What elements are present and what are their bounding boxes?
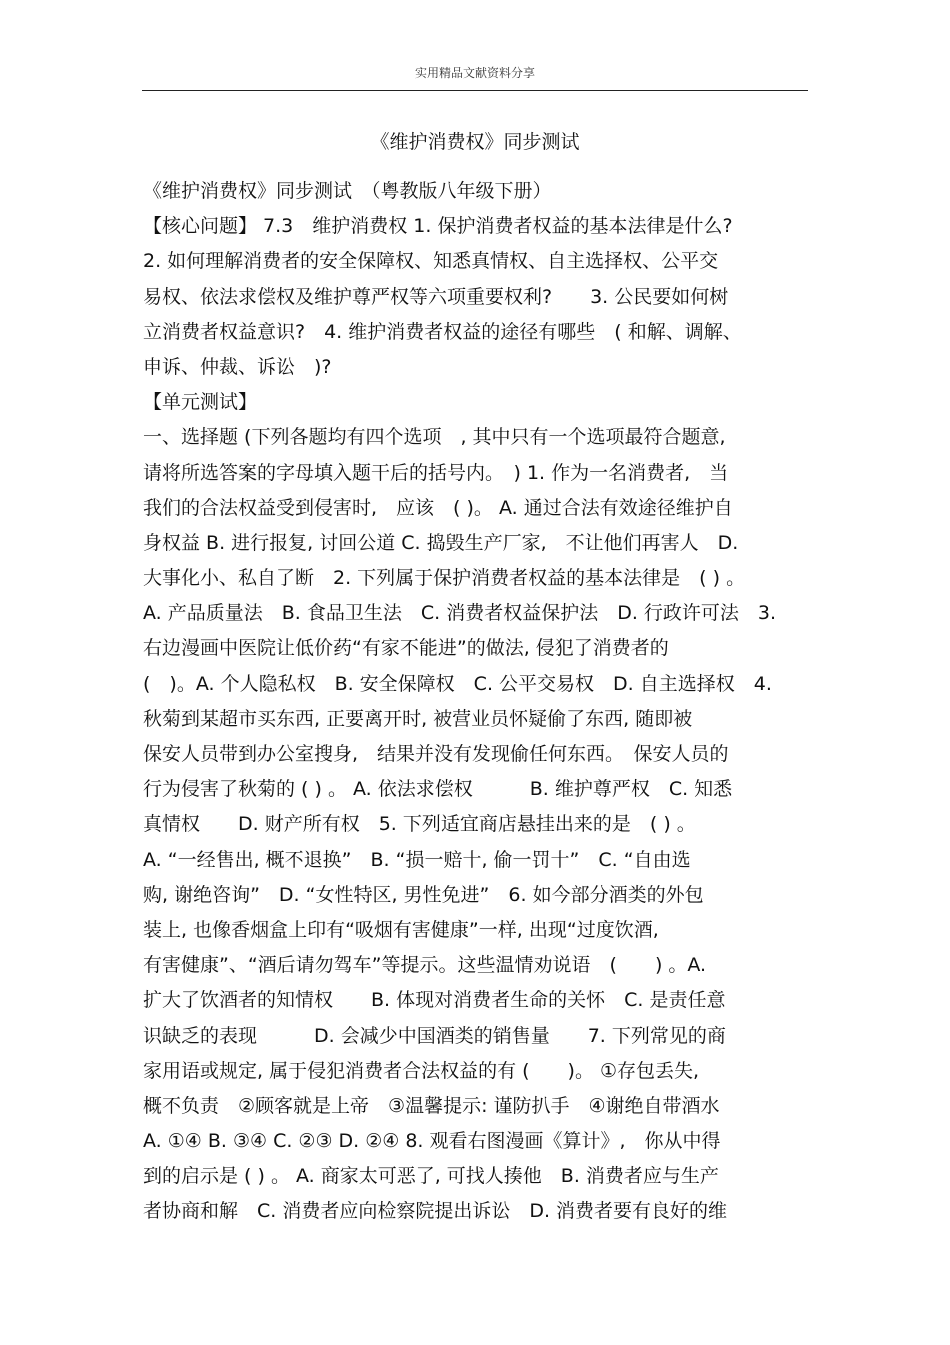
text-line: 2. 如何理解消费者的安全保障权、知悉真情权、自主选择权、公平交 — [143, 250, 719, 273]
text-line: 保安人员带到办公室搜身, 结果并没有发现偷任何东西。 保安人员的 — [143, 743, 729, 765]
text-line: 【单元测试】 — [143, 391, 258, 414]
text-line: ( )。A. 个人隐私权 B. 安全保障权 C. 公平交易权 D. 自主选择权 4. — [143, 672, 772, 695]
text-line: 真情权 D. 财产所有权 5. 下列适宜商店悬挂出来的是 ( ) 。 — [143, 813, 696, 836]
text-line: 到的启示是 ( ) 。 A. 商家太可恶了, 可找人揍他 B. 消费者应与生产 — [143, 1165, 719, 1188]
text-line: 秋菊到某超市买东西, 正要离开时, 被营业员怀疑偷了东西, 随即被 — [143, 707, 693, 730]
document-body — [143, 174, 813, 1230]
text-line: 大事化小、私自了断 2. 下列属于保护消费者权益的基本法律是 ( ) 。 — [143, 567, 746, 590]
text-line: 申诉、仲裁、诉讼 )? — [143, 355, 332, 378]
text-line: 请将所选答案的字母填入题干后的括号内。 ) 1. 作为一名消费者, 当 — [143, 461, 729, 484]
text-line: 一、选择题 (下列各题均有四个选项 , 其中只有一个选项最符合题意, — [143, 426, 726, 449]
page-header: 实用精品文献资料分享 — [414, 66, 535, 80]
text-line: A. 产品质量法 B. 食品卫生法 C. 消费者权益保护法 D. 行政许可法 3. — [143, 602, 777, 625]
text-line: 扩大了饮酒者的知情权 B. 体现对消费者生命的关怀 C. 是责任意 — [143, 989, 726, 1012]
text-line: 右边漫画中医院让低价药“有家不能进”的做法, 侵犯了消费者的 — [143, 637, 669, 660]
text-line: A. ①④ B. ③④ C. ②③ D. ②④ 8. 观看右图漫画《算计》, 你从中得 — [143, 1130, 721, 1153]
text-line: 【核心问题】 7.3 维护消费权 1. 保护消费者权益的基本法律是什么? — [143, 215, 733, 238]
text-line: 立消费者权益意识? 4. 维护消费者权益的途径有哪些 ( 和解、调解、 — [143, 320, 742, 343]
text-line: 有害健康”、“酒后请勿驾车”等提示。这些温情劝说语 ( ) 。A. — [143, 954, 707, 977]
text-line: 我们的合法权益受到侵害时, 应该 ( )。 A. 通过合法有效途径维护自 — [143, 496, 733, 519]
text-line: 行为侵害了秋菊的 ( ) 。 A. 依法求偿权 B. 维护尊严权 C. 知悉 — [143, 778, 733, 801]
text-line: 易权、依法求偿权及维护尊严权等六项重要权利? 3. 公民要如何树 — [143, 285, 729, 308]
text-line: 概不负责 ②顾客就是上帝 ③温馨提示: 谨防扒手 ④谢绝自带酒水 — [143, 1094, 720, 1117]
text-line: 家用语或规定, 属于侵犯消费者合法权益的有 ( )。 ①存包丢失, — [143, 1059, 700, 1082]
text-line: A. “一经售出, 概不退换” B. “损一赔十, 偷一罚十” C. “自由选 — [143, 848, 691, 871]
document-title: 《维护消费权》同步测试 — [370, 131, 580, 153]
text-line: 装上, 也像香烟盒上印有“吸烟有害健康”一样, 出现“过度饮酒, — [143, 918, 659, 941]
text-line: 身权益 B. 进行报复, 讨回公道 C. 捣毁生产厂家, 不让他们再害人 D. — [143, 531, 739, 554]
text-line: 购, 谢绝咨询” D. “女性特区, 男性免进” 6. 如今部分酒类的外包 — [143, 883, 704, 906]
header-divider — [142, 90, 808, 91]
text-line: 识缺乏的表现 D. 会减少中国酒类的销售量 7. 下列常见的商 — [143, 1024, 726, 1047]
text-line: 者协商和解 C. 消费者应向检察院提出诉讼 D. 消费者要有良好的维 — [143, 1200, 728, 1223]
text-line: 《维护消费权》同步测试 （粤教版八年级下册） — [143, 180, 552, 202]
